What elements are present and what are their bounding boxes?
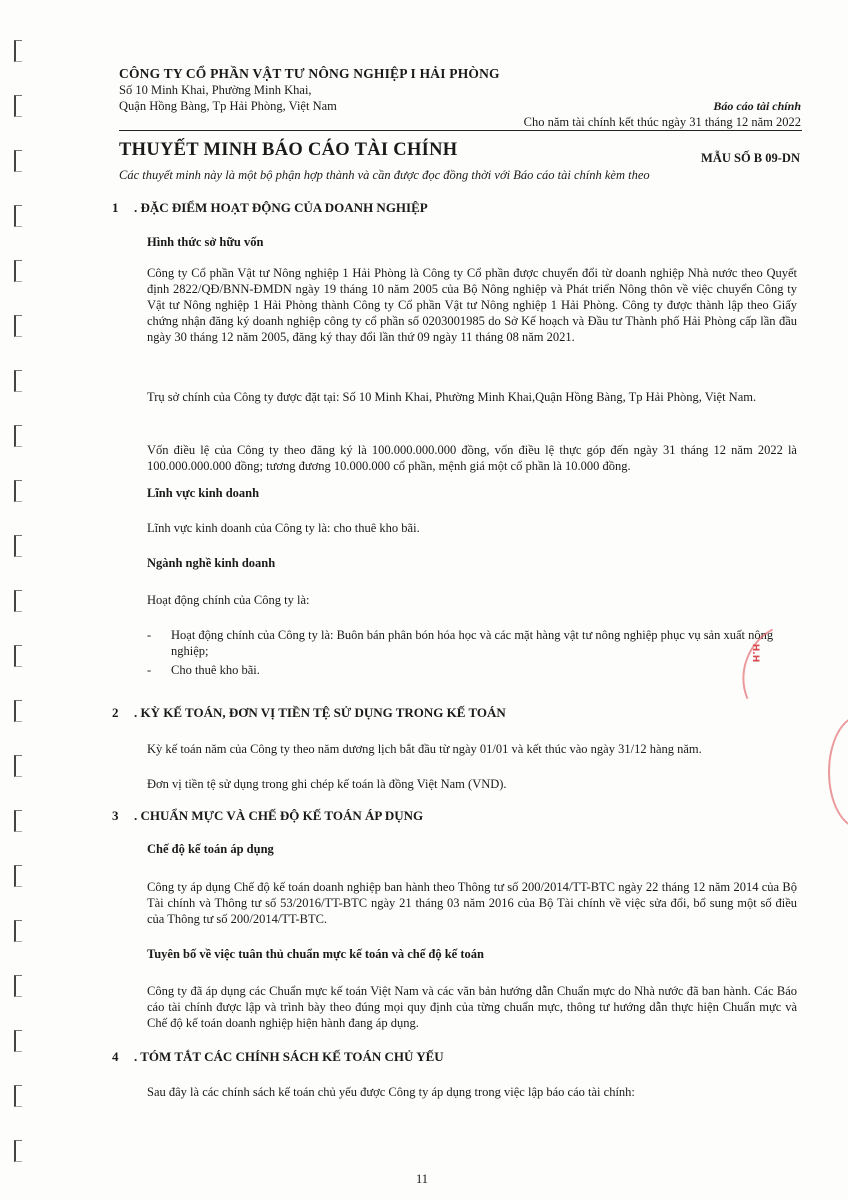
address-line-2: Quận Hồng Bàng, Tp Hải Phòng, Việt Nam: [119, 99, 337, 113]
business-field-heading: Lĩnh vực kinh doanh: [147, 486, 260, 500]
business-lines-intro: Hoạt động chính của Công ty là:: [147, 593, 310, 607]
section-number: 2: [112, 705, 119, 720]
section-title: . ĐẶC ĐIỂM HOẠT ĐỘNG CỦA DOANH NGHIỆP: [134, 200, 428, 215]
business-field-text: Lĩnh vực kinh doanh của Công ty là: cho thuê kho bãi.: [147, 521, 420, 535]
document-header: [119, 66, 801, 129]
accounting-policies-intro: Sau đây là các chính sách kế toán chủ yếu được Công ty áp dụng trong việc lập báo cáo tài chính:: [147, 1085, 635, 1099]
currency-text: Đơn vị tiền tệ sử dụng trong ghi chép kế toán là đồng Việt Nam (VND).: [147, 777, 507, 791]
compliance-text: Công ty đã áp dụng các Chuẩn mực kế toán Việt Nam và các văn bản hướng dẫn Chuẩn mực do Nhà nước đã ban hành. Các Báo cáo tài chính được lập và trình bày theo đúng mọi quy định của từng chuẩn mực, thông tư hướng dẫn thực hiện Chuẩn mực và Chế độ kế toán doanh nghiệp hiện hành đang áp dụng.: [147, 984, 797, 1030]
section-number: 1: [112, 200, 119, 215]
section-3-heading: [112, 808, 423, 824]
binding-holes: [14, 40, 28, 1180]
business-lines-heading: Ngành nghề kinh doanh: [147, 556, 276, 570]
report-type: Báo cáo tài chính: [713, 99, 801, 113]
section-1-heading: [112, 200, 428, 216]
page-number: 11: [416, 1172, 429, 1186]
section-4-heading: [112, 1049, 444, 1065]
regime-heading: Chế độ kế toán áp dụng: [147, 842, 274, 856]
section-title: . CHUẨN MỰC VÀ CHẾ ĐỘ KẾ TOÁN ÁP DỤNG: [134, 808, 424, 823]
address-line-1: Số 10 Minh Khai, Phường Minh Khai,: [119, 83, 312, 97]
headquarters-paragraph: Trụ sở chính của Công ty được đặt tại: Số 10 Minh Khai, Phường Minh Khai,Quận Hồng Bàng, Tp Hải Phòng, Việt Nam.: [147, 390, 757, 404]
regime-text: Công ty áp dụng Chế độ kế toán doanh nghiệp ban hành theo Thông tư số 200/2014/TT-BTC ngày 22 tháng 12 năm 2014 của Bộ Tài chính và Thông tư số 53/2016/TT-BTC ngày 21 tháng 03 năm 2016 của Bộ Tài chính về việc sửa đổi, bổ sung một số điều của Thông tư số 200/2014/TT-BTC.: [147, 880, 797, 926]
section-2-heading: [112, 705, 506, 721]
section-title: . TÓM TẮT CÁC CHÍNH SÁCH KẾ TOÁN CHỦ YẾU: [134, 1049, 444, 1064]
section-number: 3: [112, 808, 119, 823]
report-period: Cho năm tài chính kết thúc ngày 31 tháng 12 năm 2022: [523, 115, 801, 129]
list-item-text: Cho thuê kho bãi.: [171, 663, 260, 677]
seal-stamp-edge: [828, 715, 848, 829]
ownership-paragraph: Công ty Cổ phần Vật tư Nông nghiệp 1 Hải Phòng là Công ty Cổ phần được chuyển đổi từ doanh nghiệp Nhà nước theo Quyết định 2822/QĐ/BNN-ĐMDN ngày 19 tháng 10 năm 2005 của Bộ Nông nghiệp và Phát triển Nông thôn về việc chuyển Công ty Vật tư Nông nghiệp 1 Hải Phòng thành Công ty Cổ phần Vật tư Nông nghiệp 1 Hải Phòng. Công ty được thành lập theo Giấy chứng nhận đăng ký doanh nghiệp công ty cổ phần số 0203001985 do Sở Kế hoạch và Đầu tư Thành phố Hải Phòng cấp lần đầu ngày 30 tháng 12 năm 2005, đăng ký thay đổi lần thứ 09 ngày 11 tháng 08 năm 2021.: [147, 266, 797, 344]
section-title: . KỲ KẾ TOÁN, ĐƠN VỊ TIỀN TỆ SỬ DỤNG TRONG KẾ TOÁN: [134, 705, 506, 720]
header-divider: [119, 130, 802, 131]
seal-stamp-text: H.H: [750, 643, 761, 663]
compliance-heading: Tuyên bố về việc tuân thủ chuẩn mực kế toán và chế độ kế toán: [147, 947, 484, 961]
section-number: 4: [112, 1049, 119, 1064]
list-item-text: Hoạt động chính của Công ty là: Buôn bán phân bón hóa học và các mặt hàng vật tư nông nghiệp phục vụ sản xuất nông nghiệp;: [171, 628, 774, 658]
accounting-period-text: Kỳ kế toán năm của Công ty theo năm dương lịch bắt đầu từ ngày 01/01 và kết thúc vào ngày 31/12 hàng năm.: [147, 742, 702, 756]
page-subtitle: Các thuyết minh này là một bộ phận hợp thành và cần được đọc đồng thời với Báo cáo tài chính kèm theo: [119, 168, 650, 182]
charter-capital-paragraph: Vốn điều lệ của Công ty theo đăng ký là 100.000.000.000 đồng, vốn điều lệ thực góp đến ngày 31 tháng 12 năm 2022 là 100.000.000.000 đồng; tương đương 10.000.000 cổ phần, mệnh giá một cổ phần là 10.000 đồng.: [147, 443, 797, 473]
ownership-heading: Hình thức sở hữu vốn: [147, 235, 264, 249]
page-title: THUYẾT MINH BÁO CÁO TÀI CHÍNH: [119, 140, 458, 160]
form-code: MẪU SỐ B 09-DN: [701, 151, 800, 165]
company-name: CÔNG TY CỔ PHẦN VẬT TƯ NÔNG NGHIỆP I HẢI PHÒNG: [119, 66, 500, 81]
